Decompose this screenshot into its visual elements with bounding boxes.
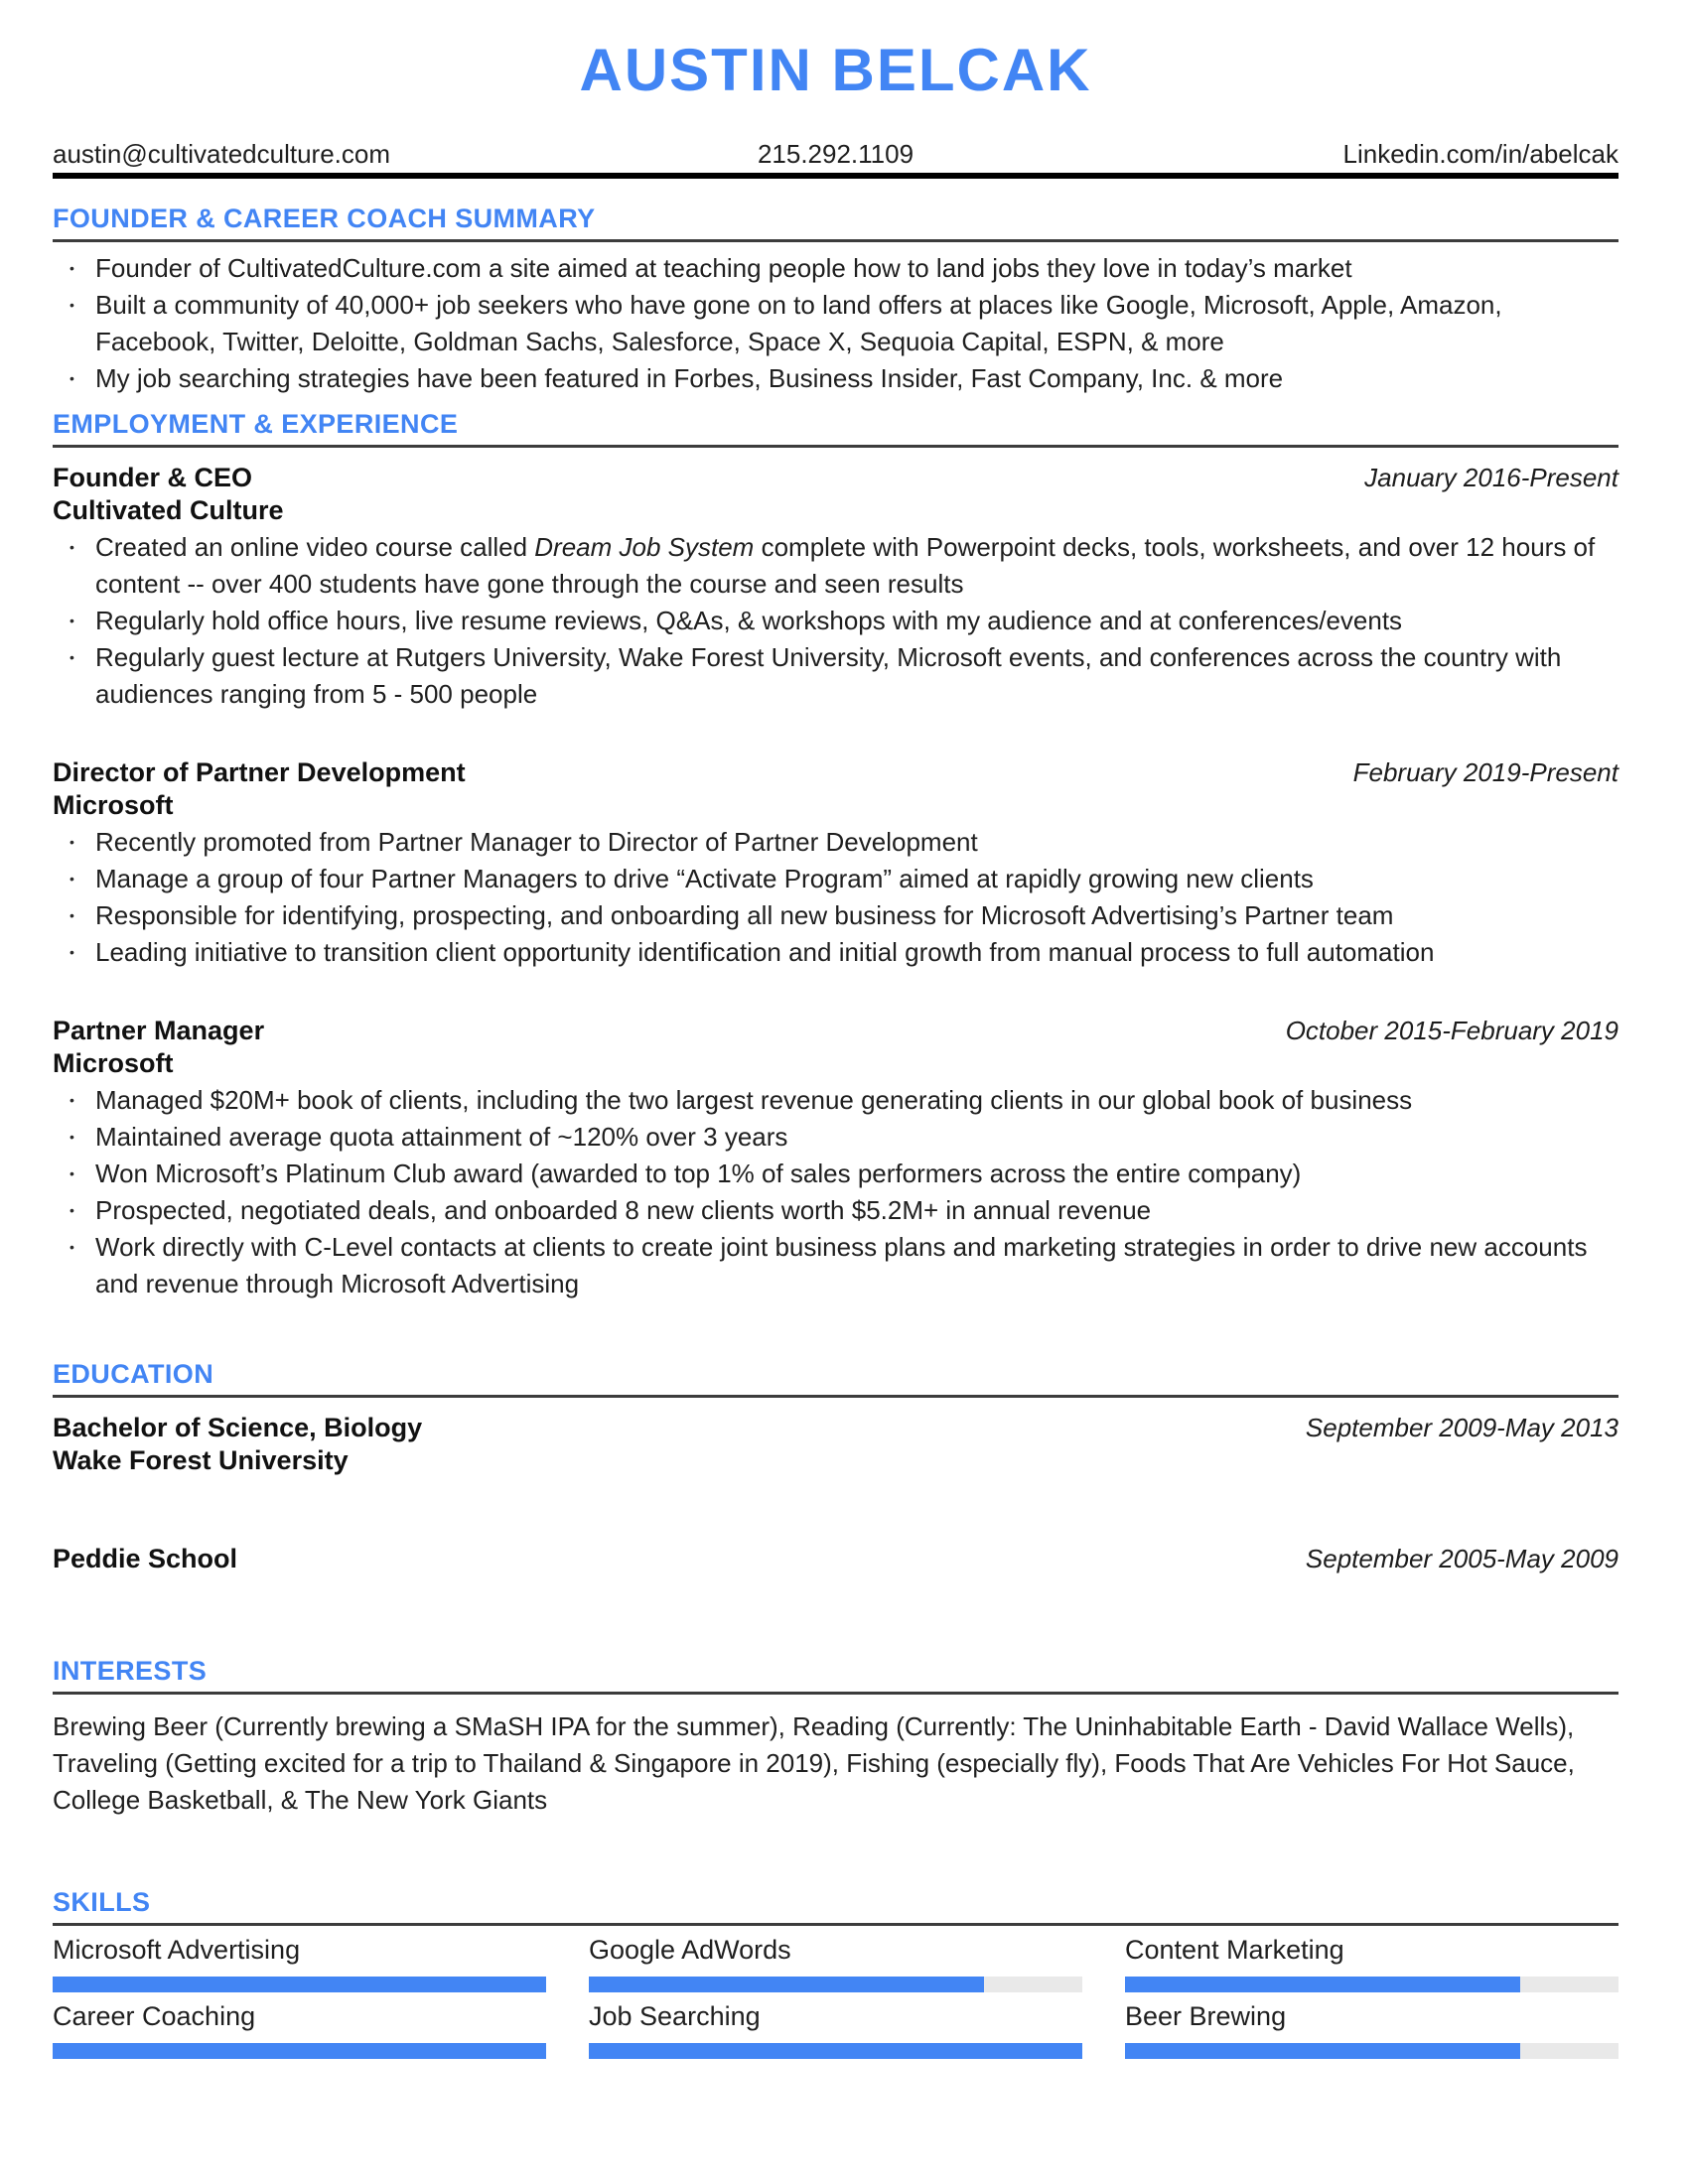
- bullet-item: [53, 1119, 1618, 1156]
- job-header: [53, 756, 1618, 789]
- bullet-dot: •: [70, 834, 74, 850]
- job-dates: January 2016-Present: [1364, 463, 1618, 492]
- summary-bullet-list: [53, 250, 1618, 397]
- bullet-dot: •: [70, 1202, 74, 1218]
- section-summary: [53, 203, 1618, 397]
- skill-label: Job Searching: [589, 2001, 761, 2031]
- bullet-text: Created an online video course called Dream Job System complete with Powerpoint decks, tools, worksheets, and over 12 hours of content -- over 400 students have gone through the course and seen results: [95, 532, 1596, 599]
- section-employment: [53, 408, 1618, 1302]
- skill-bar-fill: [589, 1977, 984, 1992]
- education-entry: [53, 1543, 1618, 1575]
- bullet-text: Won Microsoft’s Platinum Club award (awarded to top 1% of sales performers across the entire company): [95, 1159, 1302, 1188]
- bullet-text: Regularly guest lecture at Rutgers University, Wake Forest University, Microsoft events, and conferences across the country with audiences ranging from 5 - 500 people: [95, 642, 1562, 709]
- job-dates: October 2015-February 2019: [1285, 1016, 1618, 1045]
- skill-bar-track: [53, 1977, 546, 1992]
- skill-bar-track: [1125, 1977, 1618, 1992]
- bullet-item: [53, 360, 1618, 397]
- bullet-item: [53, 1156, 1618, 1192]
- interests-paragraph: Brewing Beer (Currently brewing a SMaSH IPA for the summer), Reading (Currently: The Uninhabitable Earth - David Wallace Wells), Traveling (Getting excited for a trip to Thailand & Singapore in 2019), Fishing (especially fly), Foods That Are Vehicles For Hot Sauce, College Basketball, & The New York Giants: [53, 1711, 1575, 1815]
- bullet-dot: •: [70, 370, 74, 386]
- bullet-text: Managed $20M+ book of clients, including the two largest revenue generating clients in our global book of business: [95, 1085, 1413, 1115]
- degree-title: Bachelor of Science, Biology: [53, 1413, 423, 1442]
- bullet-dot: •: [70, 1092, 74, 1108]
- contact-phone: 215.292.1109: [757, 139, 914, 169]
- skill-label: Google AdWords: [589, 1935, 791, 1965]
- bullet-dot: •: [70, 1239, 74, 1255]
- job-entry: [53, 1015, 1618, 1302]
- bullet-item: [53, 250, 1618, 287]
- education-entry: [53, 1412, 1618, 1477]
- skill-label: Microsoft Advertising: [53, 1935, 301, 1965]
- section-education: [53, 1358, 1618, 1575]
- job-company: Cultivated Culture: [53, 495, 284, 525]
- job-title: Founder & CEO: [53, 463, 252, 492]
- bullet-item: [53, 824, 1618, 861]
- skill-bar-fill: [53, 1977, 546, 1992]
- job-title: Partner Manager: [53, 1016, 265, 1045]
- contact-row: [53, 139, 1618, 179]
- job-company: Microsoft: [53, 790, 174, 820]
- bullet-dot: •: [70, 1165, 74, 1181]
- summary-heading: FOUNDER & CAREER COACH SUMMARY: [53, 203, 1618, 242]
- bullet-text: Leading initiative to transition client opportunity identification and initial growth from manual process to full automation: [95, 937, 1435, 967]
- job-bullet-list: [53, 529, 1618, 713]
- bullet-dot: •: [70, 1129, 74, 1145]
- skill-label: Beer Brewing: [1125, 2001, 1287, 2031]
- bullet-item: [53, 861, 1618, 897]
- bullet-item: [53, 603, 1618, 639]
- skill-bar-track: [589, 2043, 1082, 2059]
- job-entry: [53, 462, 1618, 713]
- bullet-item: [53, 934, 1618, 971]
- bullet-item: [53, 897, 1618, 934]
- skill-bar-track: [589, 1977, 1082, 1992]
- bullet-text: Work directly with C-Level contacts at clients to create joint business plans and marketing strategies in order to drive new accounts and revenue through Microsoft Advertising: [95, 1232, 1588, 1298]
- bullet-text: Regularly hold office hours, live resume reviews, Q&As, & workshops with my audience and at conferences/events: [95, 606, 1403, 635]
- education-dates: September 2005-May 2009: [1305, 1544, 1618, 1573]
- skill-item: [53, 2000, 546, 2059]
- school-name: Wake Forest University: [53, 1445, 349, 1475]
- section-interests: [53, 1655, 1618, 1819]
- interests-heading: INTERESTS: [53, 1655, 1618, 1695]
- bullet-item: [53, 529, 1618, 603]
- education-dates: September 2009-May 2013: [1305, 1413, 1618, 1442]
- bullet-dot: •: [70, 613, 74, 628]
- bullet-dot: •: [70, 539, 74, 555]
- section-skills: [53, 1886, 1618, 2059]
- skill-bar-fill: [1125, 2043, 1520, 2059]
- bullet-dot: •: [70, 649, 74, 665]
- job-entry: [53, 756, 1618, 971]
- job-header: [53, 1015, 1618, 1047]
- skill-item: [589, 1934, 1082, 1992]
- skill-bar-fill: [589, 2043, 1082, 2059]
- job-title: Director of Partner Development: [53, 757, 466, 787]
- course-name-italic: Dream Job System: [534, 532, 755, 562]
- skill-item: [53, 1934, 546, 1992]
- bullet-text: Recently promoted from Partner Manager to Director of Partner Development: [95, 827, 978, 857]
- bullet-item: [53, 639, 1618, 713]
- job-header: [53, 462, 1618, 494]
- skill-label: Career Coaching: [53, 2001, 256, 2031]
- education-header: [53, 1412, 1618, 1444]
- bullet-item: [53, 1229, 1618, 1302]
- skill-item: [1125, 2000, 1618, 2059]
- bullet-text: Prospected, negotiated deals, and onboarded 8 new clients worth $5.2M+ in annual revenue: [95, 1195, 1152, 1225]
- job-dates: February 2019-Present: [1352, 757, 1618, 787]
- skill-bar-fill: [1125, 1977, 1520, 1992]
- name-heading: AUSTIN BELCAK: [579, 37, 1092, 103]
- bullet-dot: •: [70, 907, 74, 923]
- skills-grid: [53, 1934, 1618, 2059]
- skill-bar-track: [1125, 2043, 1618, 2059]
- skills-heading: SKILLS: [53, 1886, 1618, 1926]
- bullet-dot: •: [70, 260, 74, 276]
- skill-bar-fill: [53, 2043, 546, 2059]
- skill-label: Content Marketing: [1125, 1935, 1344, 1965]
- bullet-item: [53, 1192, 1618, 1229]
- job-bullet-list: [53, 1082, 1618, 1302]
- education-header: [53, 1543, 1618, 1575]
- bullet-text: Founder of CultivatedCulture.com a site aimed at teaching people how to land jobs they love in today’s market: [95, 253, 1352, 283]
- bullet-item: [53, 287, 1618, 360]
- contact-email: austin@cultivatedculture.com: [53, 139, 390, 169]
- skill-item: [589, 2000, 1082, 2059]
- degree-title: Peddie School: [53, 1544, 238, 1573]
- bullet-dot: •: [70, 944, 74, 960]
- bullet-text: Responsible for identifying, prospecting, and onboarding all new business for Microsoft Advertising’s Partner team: [95, 900, 1394, 930]
- contact-linkedin: Linkedin.com/in/abelcak: [1342, 139, 1618, 169]
- skill-item: [1125, 1934, 1618, 1992]
- employment-heading: EMPLOYMENT & EXPERIENCE: [53, 408, 1618, 448]
- bullet-text: Manage a group of four Partner Managers to drive “Activate Program” aimed at rapidly growing new clients: [95, 864, 1314, 893]
- bullet-text: Built a community of 40,000+ job seekers who have gone on to land offers at places like Google, Microsoft, Apple, Amazon, Facebook, Twitter, Deloitte, Goldman Sachs, Salesforce, Space X, Sequoia Capital, ESPN, & more: [95, 290, 1502, 356]
- skill-bar-track: [53, 2043, 546, 2059]
- job-bullet-list: [53, 824, 1618, 971]
- education-heading: EDUCATION: [53, 1358, 1618, 1398]
- job-company: Microsoft: [53, 1048, 174, 1078]
- bullet-text: My job searching strategies have been featured in Forbes, Business Insider, Fast Company, Inc. & more: [95, 363, 1284, 393]
- bullet-item: [53, 1082, 1618, 1119]
- bullet-text: Maintained average quota attainment of ~120% over 3 years: [95, 1122, 788, 1152]
- bullet-dot: •: [70, 871, 74, 887]
- bullet-dot: •: [70, 297, 74, 313]
